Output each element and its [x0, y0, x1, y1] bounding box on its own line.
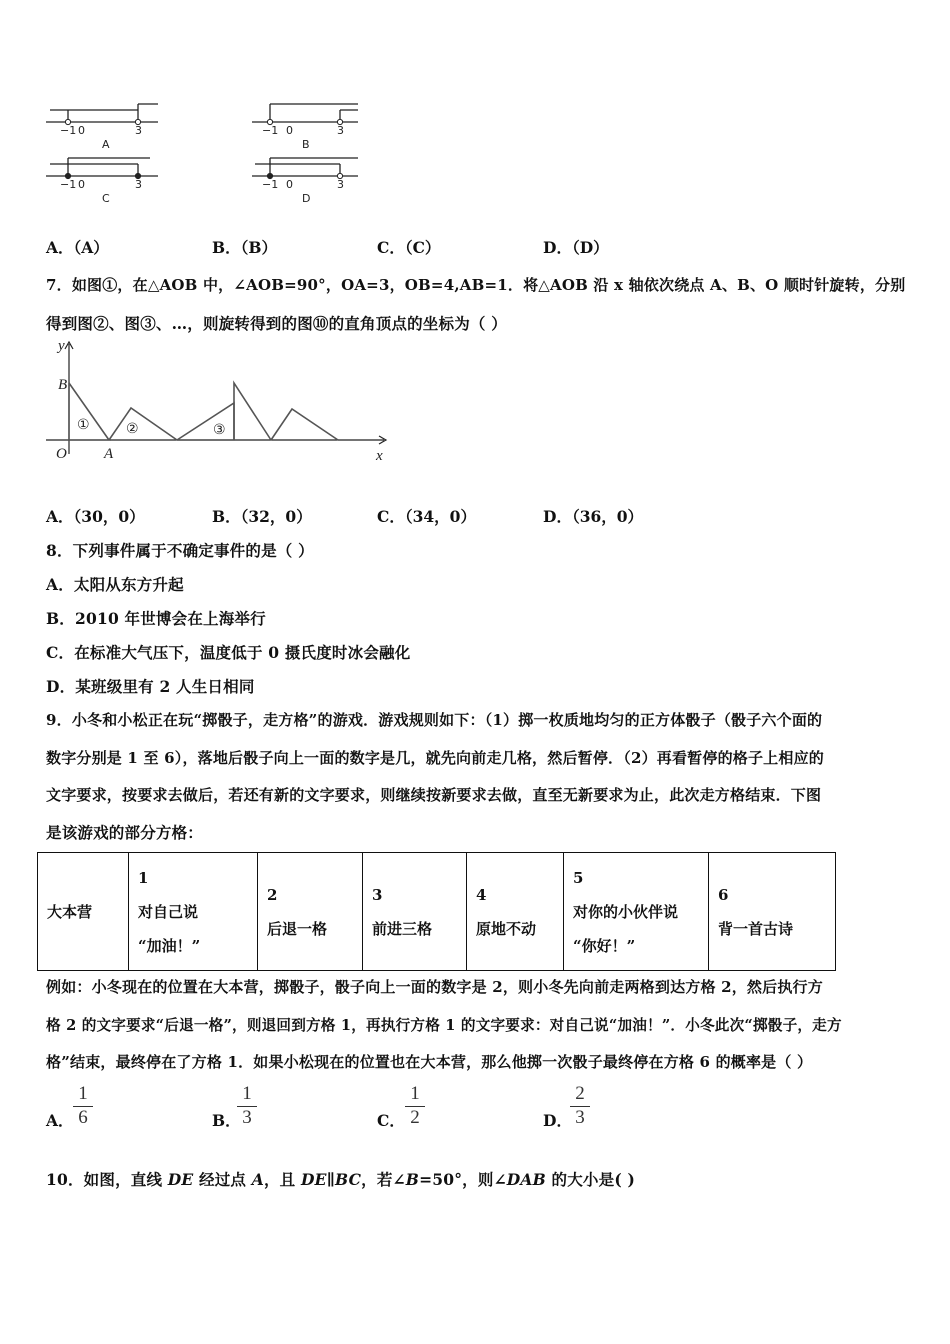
game-grid-table: [37, 852, 836, 971]
svg-text:0: 0: [286, 124, 293, 137]
q9-stem-line3: 文字要求，按要求去做后，若还有新的文字要求，则继续按新要求去做，直至无新要求为止，此次走方格结束．下图: [46, 786, 822, 804]
q9-option-a-fraction: 1 6: [73, 1083, 93, 1129]
svg-text:−1: −1: [60, 178, 77, 191]
q9-option-b-fraction: 1 3: [237, 1083, 257, 1129]
fig-label-b: B: [302, 138, 310, 151]
q6-option-d: D．（D）: [543, 238, 609, 257]
grid-cell-2: 2 后退一格: [258, 853, 363, 971]
svg-text:0: 0: [78, 178, 85, 191]
svg-text:3: 3: [135, 178, 142, 191]
q9-example-line2: 格 2 的文字要求“后退一格”，则退回到方格 1，再执行方格 1 的文字要求：对自己说“加油！”．小冬此次“掷骰子，走方: [46, 1017, 842, 1034]
q8-option-b: B．2010 年世博会在上海举行: [46, 609, 266, 628]
q8-option-c: C．在标准大气压下，温度低于 0 摄氏度时冰会融化: [46, 643, 411, 662]
q9-option-d-letter: D．: [543, 1111, 572, 1130]
svg-text:O: O: [56, 446, 67, 462]
q7-rotation-figure: [40, 336, 400, 466]
svg-text:③: ③: [213, 422, 226, 438]
q8-option-d: D．某班级里有 2 人生日相同: [46, 677, 255, 696]
q9-option-d-fraction: 2 3: [570, 1083, 590, 1129]
svg-text:−1: −1: [262, 178, 279, 191]
fig-label-d: D: [302, 192, 311, 205]
grid-cell-5: 5 对你的小伙伴说 “你好！”: [564, 853, 709, 971]
q9-stem-line2: 数字分别是 1 至 6），落地后骰子向上一面的数字是几，就先向前走几格，然后暂停．（2）再看暂停的格子上相应的: [46, 749, 824, 767]
q7-option-a: A．（30，0）: [46, 507, 145, 526]
fig-label-c: C: [102, 192, 110, 205]
svg-text:3: 3: [337, 178, 344, 191]
grid-cell-4: 4 原地不动: [467, 853, 564, 971]
q9-stem-line4: 是该游戏的部分方格：: [46, 823, 204, 842]
svg-text:y: y: [58, 338, 65, 354]
svg-text:B: B: [58, 377, 68, 393]
svg-text:0: 0: [78, 124, 85, 137]
svg-text:−1: −1: [60, 124, 77, 137]
svg-text:①: ①: [77, 417, 90, 433]
q7-stem-line2: 得到图②、图③、…，则旋转得到的图⑩的直角顶点的坐标为（ ）: [46, 314, 507, 333]
grid-cell-1: 1 对自己说 “加油！”: [129, 853, 258, 971]
q9-option-b-letter: B．: [212, 1111, 241, 1130]
q9-example-line3: 格”结束，最终停在了方格 1．如果小松现在的位置也在大本营，那么他掷一次骰子最终停在方格 6 的概率是（ ）: [46, 1053, 813, 1071]
q7-option-d: D．（36，0）: [543, 507, 644, 526]
svg-text:A: A: [104, 446, 114, 462]
q6-number-line-figures: [40, 96, 370, 208]
q9-option-c-letter: C．: [377, 1111, 405, 1130]
svg-text:②: ②: [126, 421, 139, 437]
fig-label-a: A: [102, 138, 110, 151]
svg-text:0: 0: [286, 178, 293, 191]
svg-text:3: 3: [337, 124, 344, 137]
svg-text:−1: −1: [262, 124, 279, 137]
q9-option-c-fraction: 1 2: [405, 1083, 425, 1129]
q7-option-b: B．（32，0）: [212, 507, 312, 526]
q7-stem-line1: 7．如图①，在△AOB 中，∠AOB=90°，OA=3，OB=4,AB=1．将△AOB 沿 x 轴依次绕点 A、B、O 顺时针旋转，分别: [46, 276, 906, 294]
q8-stem: 8．下列事件属于不确定事件的是（ ）: [46, 541, 314, 560]
q6-option-b: B．（B）: [212, 238, 277, 257]
q9-stem-line1: 9．小冬和小松正在玩“掷骰子，走方格”的游戏．游戏规则如下：（1）掷一枚质地均匀的正方体骰子（骰子六个面的: [46, 711, 823, 729]
q6-option-a: A．（A）: [46, 238, 109, 257]
q9-option-a-letter: A．: [46, 1111, 74, 1130]
svg-text:3: 3: [135, 124, 142, 137]
svg-text:x: x: [376, 448, 383, 464]
q7-option-c: C．（34，0）: [377, 507, 476, 526]
grid-cell-6: 6 背一首古诗: [709, 853, 836, 971]
grid-cell-3: 3 前进三格: [363, 853, 467, 971]
q6-option-c: C．（C）: [377, 238, 441, 257]
q9-example-line1: 例如：小冬现在的位置在大本营，掷骰子，骰子向上一面的数字是 2，则小冬先向前走两格到达方格 2，然后执行方: [46, 978, 823, 996]
q10-stem: 10．如图，直线 DE 经过点 A，且 DE∥BC，若∠B=50°，则∠DAB 的大小是( ): [46, 1170, 635, 1189]
q8-option-a: A．太阳从东方升起: [46, 575, 184, 594]
grid-cell-base: 大本营: [38, 853, 129, 971]
